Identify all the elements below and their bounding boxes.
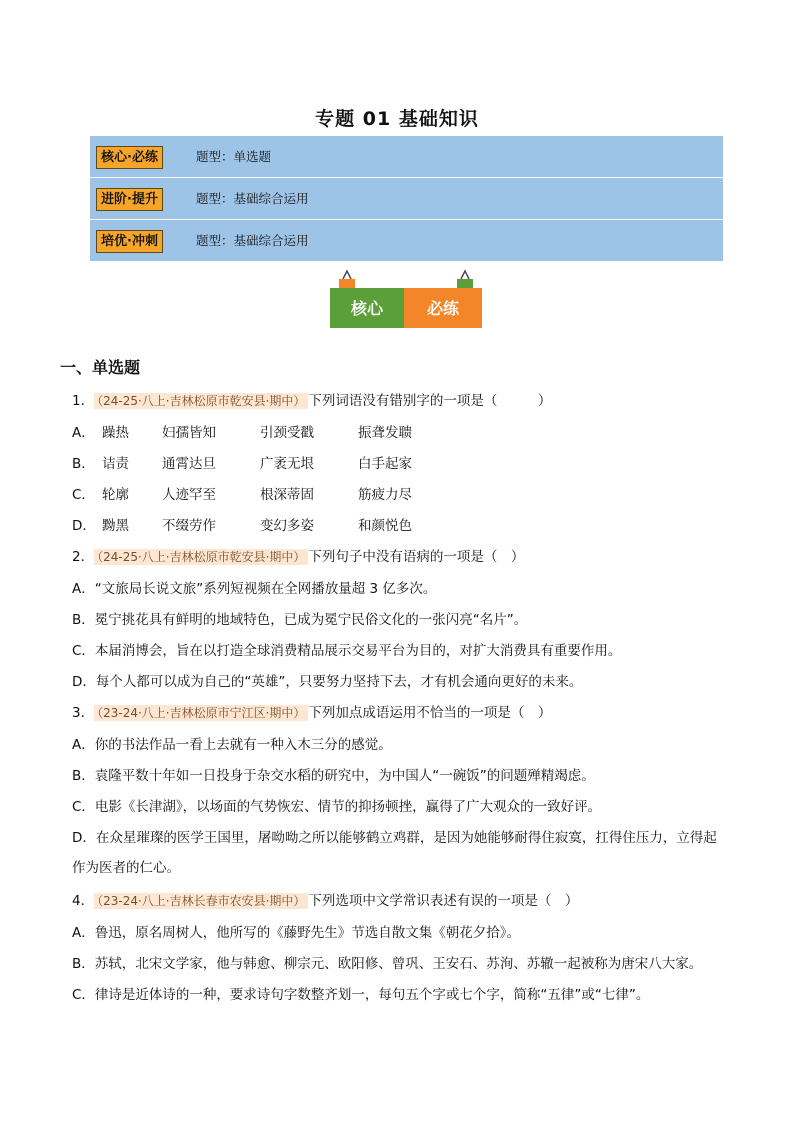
logo-right-text: 必练 bbox=[404, 288, 482, 328]
table-row bbox=[90, 136, 723, 178]
question-text: 下列词语没有错别字的一项是（ ） bbox=[308, 393, 552, 409]
option-word: 变幻多姿 bbox=[260, 518, 314, 534]
question-text: 下列句子中没有语病的一项是（ ） bbox=[308, 549, 525, 565]
question-type: 题型：基础综合运用 bbox=[196, 191, 309, 206]
question-text: 下列选项中文学常识表述有误的一项是（ ） bbox=[308, 893, 579, 909]
option: C．本届消博会，旨在以打造全球消费精品展示交易平台为目的，对扩大消费具有重要作用。 bbox=[72, 643, 622, 659]
option: A．“文旅局长说文旅”系列短视频在全网播放量超 3 亿多次。 bbox=[72, 581, 437, 597]
option-row bbox=[72, 423, 732, 443]
question-number: 3． bbox=[72, 705, 95, 721]
table-row bbox=[90, 178, 723, 220]
question-stem bbox=[72, 547, 524, 567]
option-word: 广袤无垠 bbox=[260, 456, 314, 472]
question-type-table bbox=[90, 136, 723, 261]
option-row bbox=[72, 485, 732, 505]
option: A．你的书法作品一看上去就有一种入木三分的感觉。 bbox=[72, 737, 392, 753]
option: B．袁隆平数十年如一日投身于杂交水稻的研究中，为中国人“一碗饭”的问题殚精竭虑。 bbox=[72, 768, 595, 784]
question-stem bbox=[72, 703, 551, 723]
option-word: 根深蒂固 bbox=[260, 487, 314, 503]
question-number: 1． bbox=[72, 393, 95, 409]
option: B．苏轼，北宋文学家，他与韩愈、柳宗元、欧阳修、曾巩、王安石、苏洵、苏辙一起被称为唐宋八大家。 bbox=[72, 956, 703, 972]
question-number: 2． bbox=[72, 549, 95, 565]
question-type: 题型：基础综合运用 bbox=[196, 233, 309, 248]
option: C．电影《长津湖》，以场面的气势恢宏、情节的抑扬顿挫，赢得了广大观众的一致好评。 bbox=[72, 799, 602, 815]
question-text: 下列加点成语运用不恰当的一项是（ ） bbox=[308, 705, 552, 721]
level-badge: 进阶·提升 bbox=[96, 188, 163, 211]
question-source: （23-24·八上·吉林长春市农安县·期中） bbox=[94, 893, 308, 909]
page-title: 专题 01 基础知识 bbox=[315, 108, 479, 130]
section-heading: 一、单选题 bbox=[60, 358, 141, 377]
option-word: 筋疲力尽 bbox=[358, 487, 412, 503]
option-word: 和颜悦色 bbox=[358, 518, 412, 534]
logo-left-text: 核心 bbox=[330, 288, 404, 328]
option-word: 躁热 bbox=[102, 425, 129, 441]
option-word: 轮廓 bbox=[102, 487, 129, 503]
option-letter: A． bbox=[72, 425, 95, 441]
question-source: （23-24·八上·吉林松原市宁江区·期中） bbox=[94, 705, 308, 721]
option-word: 不缀劳作 bbox=[162, 518, 216, 534]
option-letter: B． bbox=[72, 456, 95, 472]
table-row bbox=[90, 220, 723, 261]
question-stem bbox=[72, 391, 551, 411]
question-stem bbox=[72, 891, 578, 911]
option: B．冕宁挑花具有鲜明的地域特色，已成为冕宁民俗文化的一张闪亮“名片”。 bbox=[72, 612, 528, 628]
section-logo bbox=[330, 288, 482, 328]
option-word: 白手起家 bbox=[358, 456, 412, 472]
option: D．在众星璀璨的医学王国里，屠呦呦之所以能够鹤立鸡群，是因为她能够耐得住寂寞，扛得住压力，立得起作为医者的仁心。 bbox=[72, 830, 717, 876]
option-word: 通霄达旦 bbox=[162, 456, 216, 472]
question-source: （24-25·八上·吉林松原市乾安县·期中） bbox=[94, 393, 308, 409]
option-word: 引颈受戳 bbox=[260, 425, 314, 441]
option: D．每个人都可以成为自己的“英雄”，只要努力坚持下去，才有机会通向更好的未来。 bbox=[72, 674, 583, 690]
option: C．律诗是近体诗的一种，要求诗句字数整齐划一，每句五个字或七个字，简称“五律”或“七律”。 bbox=[72, 987, 650, 1003]
level-badge: 培优·冲刺 bbox=[96, 230, 163, 253]
option-letter: D． bbox=[72, 518, 96, 534]
question-source: （24-25·八上·吉林松原市乾安县·期中） bbox=[94, 549, 308, 565]
option-word: 人迹罕至 bbox=[162, 487, 216, 503]
option-word: 诘责 bbox=[102, 456, 129, 472]
option-row bbox=[72, 516, 732, 536]
option-row bbox=[72, 454, 732, 474]
level-badge: 核心·必练 bbox=[96, 146, 163, 169]
question-number: 4． bbox=[72, 893, 95, 909]
question-type: 题型：单选题 bbox=[196, 149, 272, 164]
option-letter: C． bbox=[72, 487, 95, 503]
option-word: 振聋发聩 bbox=[358, 425, 412, 441]
option: A．鲁迅，原名周树人，他所写的《藤野先生》节选自散文集《朝花夕拾》。 bbox=[72, 925, 520, 941]
option-word: 黝黑 bbox=[102, 518, 129, 534]
option-word: 妇孺皆知 bbox=[162, 425, 216, 441]
